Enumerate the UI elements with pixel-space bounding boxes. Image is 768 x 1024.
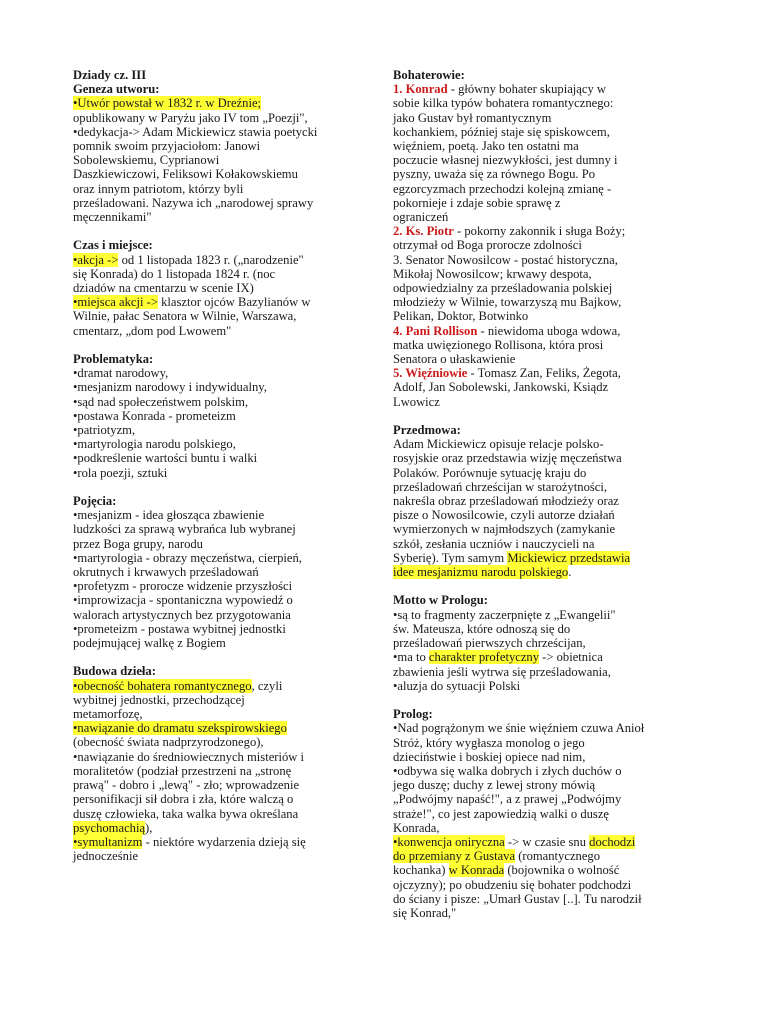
text-line: otrzymał od Boga prorocze zdolności <box>393 238 582 253</box>
text-line: pisze o Nowosilcowie, czyli autorze działań <box>393 508 615 523</box>
pojecia-heading: Pojęcia: <box>73 494 117 509</box>
list-item: •patriotyzm, <box>73 423 136 438</box>
section-bohaterowie <box>393 68 655 409</box>
highlight: w Konrada <box>448 863 505 878</box>
list-item: •dramat narodowy, <box>73 366 169 381</box>
document-title: Dziady cz. III <box>73 68 147 82</box>
text-line: jego duszę; duchy z lewej strony mówią <box>393 778 596 793</box>
text-line: Adolf, Jan Sobolewski, Jankowski, Ksiądz <box>393 380 609 395</box>
text-line: Lwowicz <box>393 394 440 409</box>
text-line: ojczyzny); po obudzeniu się bohater podchodzi <box>393 877 632 892</box>
text-line: •odbywa się walka dobrych i złych duchów o <box>393 763 622 778</box>
text-line: oraz innym patriotom, którzy byli <box>73 181 244 196</box>
text-line: •improwizacja - spontaniczna wypowiedź o <box>73 593 293 608</box>
list-item: •postawa Konrada - prometeizm <box>73 408 236 423</box>
text-line <box>73 835 328 849</box>
text-span: -> obietnica <box>539 650 603 665</box>
text-line: prześladowań chrześcijan w starożytności, <box>393 479 608 494</box>
text-line: •martyrologia - obrazy męczeństwa, cierpień, <box>73 550 302 565</box>
text-line <box>393 849 655 863</box>
text-line: sobie kilka typów bohatera romantycznego: <box>393 96 614 111</box>
text-line <box>73 96 328 110</box>
text-line <box>73 721 328 735</box>
highlight: dochodzi <box>589 834 636 849</box>
text-line: więźniem, poetą. Jako ten ostatni ma <box>393 139 579 154</box>
text-line <box>73 821 328 835</box>
highlight: Mickiewicz przedstawia <box>507 550 631 565</box>
text-line: •prometeizm - postawa wybitnej jednostki <box>73 621 286 636</box>
highlight: psychomachią <box>73 820 146 835</box>
text-line: Pelikan, Doktor, Botwinko <box>393 309 529 324</box>
list-item: •rola poezji, sztuki <box>73 465 168 480</box>
przedmowa-heading: Przedmowa: <box>393 423 461 438</box>
text-span: - niektóre wydarzenia dzieją się <box>142 834 306 849</box>
text-line: przez Boga grupy, narodu <box>73 536 203 551</box>
right-column <box>393 68 655 920</box>
highlight: •konwencja oniryczna <box>393 834 505 849</box>
text-span: . <box>568 565 572 580</box>
list-item: •podkreślenie wartości buntu i walki <box>73 451 258 466</box>
text-line: cmentarz, „dom pod Lwowem" <box>73 323 232 338</box>
section-przedmowa <box>393 423 655 579</box>
text-line: •nawiązanie do średniowiecznych misteriów i <box>73 749 305 764</box>
list-item: •sąd nad społeczeństwem polskim, <box>73 394 249 409</box>
text-line: się Konrada) do 1 listopada 1824 r. (noc <box>73 266 276 281</box>
text-line: •aluzja do sytuacji Polski <box>393 678 521 693</box>
section-geneza <box>73 82 328 224</box>
left-column <box>73 68 328 863</box>
text-line: jako Gustav był romantycznym <box>393 110 552 125</box>
text-line: Senatora o ułaskawienie <box>393 352 516 367</box>
geneza-heading: Geneza utworu: <box>73 82 160 97</box>
text-line: poczucie własnej niezwykłości, jest dumny i <box>393 153 618 168</box>
bohaterowie-heading: Bohaterowie: <box>393 68 465 82</box>
text-line: ludzkości za sprawą wybrańca lub wybranej <box>73 522 296 537</box>
text-line <box>73 253 328 267</box>
problematyka-heading: Problematyka: <box>73 352 154 367</box>
czas-heading: Czas i miejsce: <box>73 238 153 253</box>
text-span: - Tomasz Zan, Feliks, Żegota, <box>467 366 621 381</box>
text-line: „Podwójmy napaść!", a z prawej „Podwójmy <box>393 792 622 807</box>
text-line: ograniczeń <box>393 210 449 225</box>
character-name: 1. Konrad <box>393 82 448 97</box>
text-line: Sobolewskiemu, Cyprianowi <box>73 153 220 168</box>
text-line: okrutnych i krwawych prześladowań <box>73 565 259 580</box>
text-line <box>393 324 655 338</box>
text-line <box>393 224 655 238</box>
text-line: •mesjanizm - idea głosząca zbawienie <box>73 508 265 523</box>
text-line: wymierzonych w najmłodszych (zamykanie <box>393 522 616 537</box>
text-line: kochankiem, później staje się spiskowcem, <box>393 124 610 139</box>
text-span: - pokorny zakonnik i sługa Boży; <box>453 224 626 239</box>
section-budowa <box>73 664 328 863</box>
text-span: ), <box>145 820 153 835</box>
text-line: dziadów na cmentarzu w scenie IX) <box>73 281 254 296</box>
text-line <box>73 679 328 693</box>
text-line: prześladowani. Nazywa ich „narodowej sprawy <box>73 195 314 210</box>
text-line: •Nad pogrążonym we śnie więźniem czuwa Anioł <box>393 721 645 736</box>
text-line: •profetyzm - prorocze widzenie przyszłości <box>73 579 293 594</box>
text-line: (obecność świata nadprzyrodzonego), <box>73 735 264 750</box>
text-span: (romantycznego <box>515 849 601 864</box>
text-line: personifikacji sił dobra i zła, które walczą o <box>73 792 294 807</box>
highlight: •obecność bohatera romantycznego <box>73 678 252 693</box>
text-line <box>393 650 655 664</box>
text-line: pokornieje i zdaje sobie sprawę z <box>393 195 561 210</box>
text-line <box>393 565 655 579</box>
text-line <box>393 551 655 565</box>
text-line: św. Mateusza, które odnoszą się do <box>393 621 571 636</box>
text-line: jednocześnie <box>73 849 139 864</box>
text-line: Konrada, <box>393 820 440 835</box>
list-item: •mesjanizm narodowy i indywidualny, <box>73 380 267 395</box>
section-prolog <box>393 707 655 920</box>
text-span: - główny bohater skupiający w <box>447 82 607 97</box>
text-line: prześladowań pierwszych chrześcijan, <box>393 636 586 651</box>
character-name: 4. Pani Rollison <box>393 323 478 338</box>
text-span: Syberię). Tym samym <box>393 550 508 565</box>
text-line: •dedykacja-> Adam Mickiewicz stawia poetycki <box>73 124 318 139</box>
highlight: •akcja -> <box>73 252 119 267</box>
text-line: młodzieży w Wilnie, towarzyszą mu Bajkow, <box>393 295 622 310</box>
text-line: męczennikami" <box>73 210 152 225</box>
text-line: podejmującej walkę z Bogiem <box>73 636 226 651</box>
text-line: straże!", co jest zapowiedzią walki o duszę <box>393 806 609 821</box>
text-line <box>393 366 655 380</box>
text-span: , czyli <box>251 678 283 693</box>
highlight: charakter profetyczny <box>428 650 540 665</box>
text-span: klasztor ojców Bazylianów w <box>157 295 311 310</box>
highlight: do przemiany z Gustava <box>393 849 516 864</box>
text-line: Mikołaj Nowosilcow; krwawy despota, <box>393 266 592 281</box>
text-line: pyszny, uważa się za równego Bogu. Po <box>393 167 596 182</box>
character-name: 2. Ks. Piotr <box>393 224 454 239</box>
text-line: matka uwięzionego Rollisona, która prosi <box>393 337 604 352</box>
text-line: 3. Senator Nowosilcow - postać historyczna, <box>393 252 618 267</box>
budowa-heading: Budowa dzieła: <box>73 664 156 679</box>
text-span: -> w czasie snu <box>504 834 590 849</box>
section-problematyka <box>73 352 328 480</box>
text-line: egzorcyzmach przechodzi kolejną zmianę - <box>393 181 612 196</box>
list-item: •martyrologia narodu polskiego, <box>73 437 236 452</box>
text-line: zbawienia jeśli wytrwa się prześladowania, <box>393 664 611 679</box>
text-line: moralitetów (podział przestrzeni na „stronę <box>73 763 292 778</box>
section-pojecia <box>73 494 328 650</box>
text-line: dzieciństwie i boskiej opiece nad nim, <box>393 749 586 764</box>
highlight: •miejsca akcji -> <box>73 295 158 310</box>
text-line: szkół, zesłania uczniów i nauczycieli na <box>393 536 595 551</box>
prolog-heading: Prolog: <box>393 707 433 722</box>
text-line: opublikowany w Paryżu jako IV tom „Poezji", <box>73 110 308 125</box>
text-line: prawą" - dobro i „lewą" - zło; wprowadzenie <box>73 778 300 793</box>
section-czas <box>73 238 328 337</box>
text-line: duszę człowieka, taka walka bywa określana <box>73 806 299 821</box>
text-span: od 1 listopada 1823 r. („narodzenie" <box>118 252 304 267</box>
highlight: •symultanizm <box>73 834 143 849</box>
text-line <box>393 82 655 96</box>
text-line: pomnik swoim przyjaciołom: Janowi <box>73 139 261 154</box>
motto-heading: Motto w Prologu: <box>393 593 488 608</box>
text-line: •są to fragmenty zaczerpnięte z „Ewangelii" <box>393 607 616 622</box>
text-span: •ma to <box>393 650 429 665</box>
text-line: do ściany i pisze: „Umarł Gustav [..]. Tu narodził <box>393 891 642 906</box>
section-motto <box>393 593 655 692</box>
text-line: rosyjskie oraz przedstawia wizję męczeństwa <box>393 451 622 466</box>
text-line: Adam Mickiewicz opisuje relacje polsko- <box>393 437 604 452</box>
text-line <box>393 835 655 849</box>
text-line: Stróż, który wygłasza monolog o jego <box>393 735 585 750</box>
text-line: nakreśla obraz prześladowań młodzieży oraz <box>393 494 619 509</box>
text-line: Daszkiewiczowi, Feliksowi Kołakowskiemu <box>73 167 298 182</box>
text-span: (bojownika o wolność <box>504 863 620 878</box>
text-line <box>73 295 328 309</box>
text-line: Polaków. Porównuje sytuację kraju do <box>393 465 587 480</box>
text-line: walorach artystycznych bez przygotowania <box>73 607 291 622</box>
text-line: się Konrad," <box>393 905 457 920</box>
text-span: - niewidoma uboga wdowa, <box>477 323 621 338</box>
character-name: 5. Więźniowie <box>393 366 468 381</box>
highlight: idee mesjanizmu narodu polskiego <box>393 565 569 580</box>
highlight: •Utwór powstał w 1832 r. w Dreźnie; <box>73 96 262 111</box>
text-span: kochanka) <box>393 863 449 878</box>
text-line: wybitnej jednostki, przechodzącej <box>73 692 245 707</box>
text-line: Wilnie, pałac Senatora w Wilnie, Warszawa, <box>73 309 297 324</box>
text-line <box>393 863 655 877</box>
highlight: •nawiązanie do dramatu szekspirowskiego <box>73 721 287 736</box>
text-line: metamorfozę, <box>73 707 143 722</box>
text-line: odpowiedzialny za prześladowania polskiej <box>393 281 613 296</box>
